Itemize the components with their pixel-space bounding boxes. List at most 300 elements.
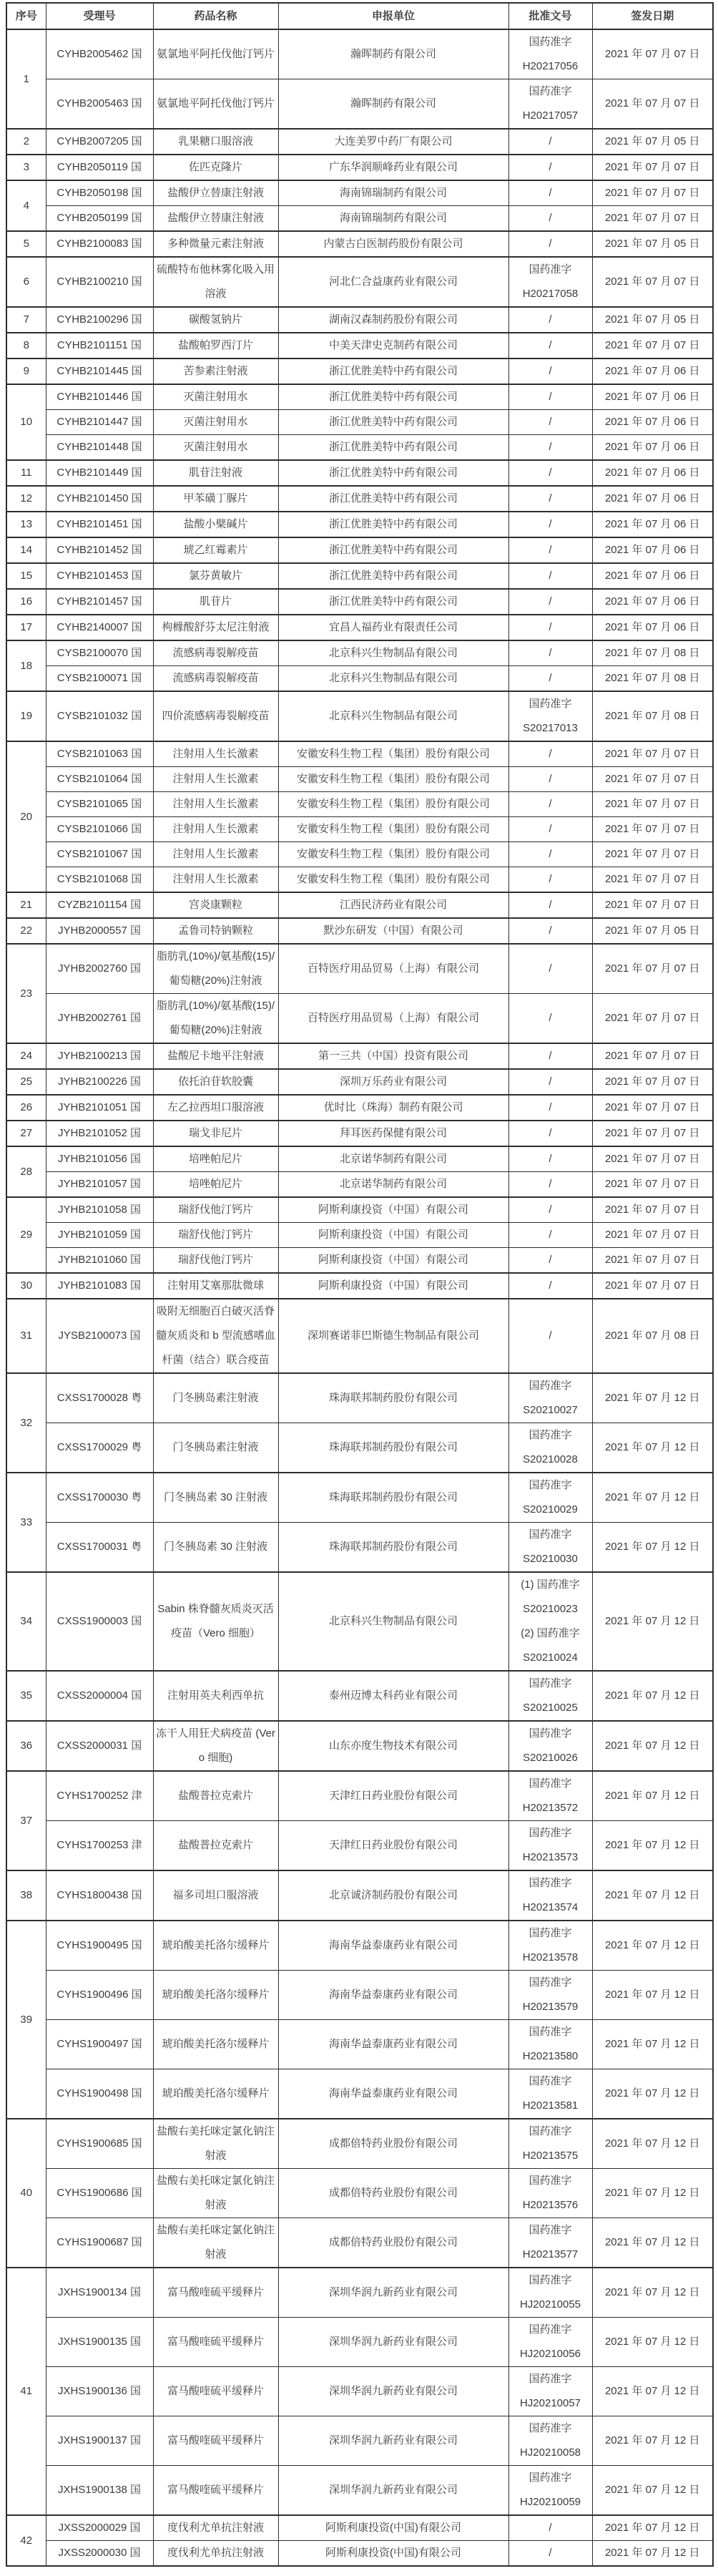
table-row — [6, 1273, 713, 1299]
drug-cell: 度伐利尤单抗注射液 — [153, 2541, 278, 2567]
table-row — [6, 29, 713, 79]
company-cell: 阿斯利康投资（中国）有限公司 — [278, 1273, 508, 1299]
drug-cell: 培唑帕尼片 — [153, 1146, 278, 1172]
company-cell: 优时比（珠海）制药有限公司 — [278, 1095, 508, 1121]
drug-cell: 盐酸普拉克索片 — [153, 1821, 278, 1871]
row-no-cell: 23 — [6, 944, 46, 1043]
approval-cell: / — [508, 2541, 592, 2567]
approval-cell: / — [508, 435, 592, 461]
drug-cell: 盐酸右美托咪定氯化钠注射液 — [153, 2169, 278, 2218]
date-cell: 2021 年 07 月 12 日 — [592, 2515, 713, 2541]
acceptance-cell: CYHB2007205 国 — [46, 129, 153, 155]
acceptance-cell: CYHS1700252 津 — [46, 1771, 153, 1821]
cell-line: 国药准字 — [528, 2175, 572, 2187]
acceptance-cell: JXHS1900136 国 — [46, 2367, 153, 2416]
company-cell: 北京诺华制药有限公司 — [278, 1146, 508, 1172]
row-no-cell: 42 — [6, 2515, 46, 2566]
table-row — [6, 666, 713, 692]
drug-cell: 瑞舒伐他汀钙片 — [153, 1248, 278, 1274]
company-cell: 湖南汉森制药股份有限公司 — [278, 307, 508, 333]
acceptance-cell: CYSB2101032 国 — [46, 691, 153, 741]
approval-cell — [508, 1423, 592, 1473]
acceptance-cell: CYZB2101154 国 — [46, 892, 153, 918]
row-no-cell: 38 — [6, 1870, 46, 1921]
approval-cell — [508, 1523, 592, 1573]
drug-cell: 培唑帕尼片 — [153, 1172, 278, 1198]
company-cell: 瀚晖制药有限公司 — [278, 79, 508, 130]
drug-cell: 乳果糖口服溶液 — [153, 129, 278, 155]
cell-line: H20213572 — [522, 1802, 579, 1814]
acceptance-cell: JYHB2101059 国 — [46, 1223, 153, 1248]
cell-line: 国药准字 — [528, 2472, 572, 2484]
drug-cell: 琥珀酸美托洛尔缓释片 — [153, 1921, 278, 1971]
table-row — [6, 1069, 713, 1095]
table-row — [6, 333, 713, 358]
approval-cell: / — [508, 307, 592, 333]
drug-cell: 佐匹克隆片 — [153, 155, 278, 180]
company-cell: 成都倍特药业股份有限公司 — [278, 2218, 508, 2268]
date-cell: 2021 年 07 月 06 日 — [592, 486, 713, 512]
company-cell: 深圳华润九新药业有限公司 — [278, 2367, 508, 2416]
acceptance-cell: JYHB2000557 国 — [46, 918, 153, 944]
date-cell: 2021 年 07 月 05 日 — [592, 129, 713, 155]
drug-cell: 吸附无细胞百白破灭活脊髓灰质炎和 b 型流感嗜血杆菌（结合）联合疫苗 — [153, 1299, 278, 1373]
company-cell: 浙江优胜美特中药有限公司 — [278, 537, 508, 563]
date-cell: 2021 年 07 月 06 日 — [592, 358, 713, 384]
company-cell: 成都倍特药业股份有限公司 — [278, 2169, 508, 2218]
approval-cell: / — [508, 155, 592, 180]
acceptance-cell: JXHS1900138 国 — [46, 2466, 153, 2516]
table-row — [6, 842, 713, 867]
date-cell: 2021 年 07 月 07 日 — [592, 1043, 713, 1069]
acceptance-cell: JYHB2101057 国 — [46, 1172, 153, 1198]
company-cell: 默沙东研发（中国）有限公司 — [278, 918, 508, 944]
table-row — [6, 1921, 713, 1971]
approval-cell: / — [508, 358, 592, 384]
approval-cell — [508, 1921, 592, 1971]
table-row — [6, 2020, 713, 2069]
table-row — [6, 1572, 713, 1671]
date-cell: 2021 年 07 月 07 日 — [592, 257, 713, 307]
cell-line: (1) 国药准字 — [521, 1579, 580, 1591]
acceptance-cell: JYHB2101052 国 — [46, 1121, 153, 1146]
approval-cell — [508, 257, 592, 307]
date-cell: 2021 年 07 月 07 日 — [592, 1223, 713, 1248]
table-row — [6, 155, 713, 180]
company-cell: 深圳华润九新药业有限公司 — [278, 2416, 508, 2466]
acceptance-cell: JYHB2002761 国 — [46, 994, 153, 1044]
row-no-cell: 1 — [6, 29, 46, 129]
acceptance-cell: JXHS1900134 国 — [46, 2268, 153, 2318]
row-no-cell: 26 — [6, 1095, 46, 1121]
drug-cell: 肌苷注射液 — [153, 460, 278, 486]
acceptance-cell: CYSB2101067 国 — [46, 842, 153, 867]
approval-cell: / — [508, 817, 592, 842]
header-cell-acceptance: 受理号 — [46, 3, 153, 29]
approval-cell: / — [508, 1248, 592, 1274]
approval-cell: / — [508, 842, 592, 867]
approval-cell: / — [508, 867, 592, 893]
approval-cell — [508, 1572, 592, 1671]
approval-cell — [508, 2318, 592, 2367]
table-row — [6, 2268, 713, 2318]
drug-cell: 碳酸氢钠片 — [153, 307, 278, 333]
approval-cell: / — [508, 486, 592, 512]
approval-cell: / — [508, 231, 592, 257]
cell-line: 国药准字 — [528, 1677, 572, 1689]
cell-line: H20213580 — [522, 2050, 579, 2062]
date-cell: 2021 年 07 月 12 日 — [592, 2268, 713, 2318]
date-cell: 2021 年 07 月 12 日 — [592, 1721, 713, 1771]
acceptance-cell: CYHB2101451 国 — [46, 512, 153, 537]
acceptance-cell: CYHS1900498 国 — [46, 2069, 153, 2119]
date-cell: 2021 年 07 月 07 日 — [592, 1248, 713, 1274]
table-row — [6, 1197, 713, 1223]
drug-cell: 门冬胰岛素 30 注射液 — [153, 1523, 278, 1573]
row-no-cell: 18 — [6, 640, 46, 691]
date-cell: 2021 年 07 月 07 日 — [592, 1069, 713, 1095]
drug-cell: 氨氯地平阿托伐他汀钙片 — [153, 29, 278, 79]
cell-line: 国药准字 — [528, 1877, 572, 1889]
table-row — [6, 231, 713, 257]
row-no-cell: 17 — [6, 615, 46, 640]
date-cell: 2021 年 07 月 12 日 — [592, 1921, 713, 1971]
cell-line: 国药准字 — [528, 2224, 572, 2236]
acceptance-cell: JYHB2101083 国 — [46, 1273, 153, 1299]
cell-line: 国药准字 — [528, 1479, 572, 1491]
row-no-cell: 37 — [6, 1771, 46, 1870]
company-cell: 珠海联邦制药股份有限公司 — [278, 1523, 508, 1573]
acceptance-cell: CYSB2101068 国 — [46, 867, 153, 893]
table-row — [6, 2069, 713, 2119]
drug-cell: 福多司坦口服溶液 — [153, 1870, 278, 1921]
approval-cell: / — [508, 918, 592, 944]
approval-cell: / — [508, 333, 592, 358]
drug-cell: 富马酸喹硫平缓释片 — [153, 2367, 278, 2416]
drug-cell: 冻干人用狂犬病疫苗 (Vero 细胞) — [153, 1721, 278, 1771]
date-cell: 2021 年 07 月 12 日 — [592, 2318, 713, 2367]
table-row — [6, 767, 713, 792]
table-header — [6, 3, 713, 29]
cell-line: S20210028 — [523, 1453, 578, 1465]
company-cell: 广东华润顺峰药业有限公司 — [278, 155, 508, 180]
cell-line: S20210030 — [523, 1553, 578, 1565]
company-cell: 拜耳医药保健有限公司 — [278, 1121, 508, 1146]
company-cell: 海南华益泰康药业有限公司 — [278, 1921, 508, 1971]
approval-cell — [508, 2020, 592, 2069]
drug-cell: 硫酸特布他林雾化吸入用溶液 — [153, 257, 278, 307]
date-cell: 2021 年 07 月 05 日 — [592, 307, 713, 333]
company-cell: 河北仁合益康药业有限公司 — [278, 257, 508, 307]
acceptance-cell: CYHB2100296 国 — [46, 307, 153, 333]
acceptance-cell: CYHB2005462 国 — [46, 29, 153, 79]
cell-line: S20210023 — [523, 1603, 578, 1615]
approval-cell: / — [508, 129, 592, 155]
date-cell: 2021 年 07 月 07 日 — [592, 892, 713, 918]
acceptance-cell: CXSS1900003 国 — [46, 1572, 153, 1671]
drug-cell: 富马酸喹硫平缓释片 — [153, 2268, 278, 2318]
acceptance-cell: CYHB2140007 国 — [46, 615, 153, 640]
table-row — [6, 2318, 713, 2367]
drug-cell: 门冬胰岛素 30 注射液 — [153, 1473, 278, 1523]
date-cell: 2021 年 07 月 07 日 — [592, 1095, 713, 1121]
table-row — [6, 1248, 713, 1274]
cell-line: H20213573 — [522, 1851, 579, 1863]
drug-cell: 琥珀酸美托洛尔缓释片 — [153, 2020, 278, 2069]
table-row — [6, 615, 713, 640]
company-cell: 浙江优胜美特中药有限公司 — [278, 358, 508, 384]
company-cell: 安徽安科生物工程（集团）股份有限公司 — [278, 792, 508, 817]
acceptance-cell: CYHB2101452 国 — [46, 537, 153, 563]
drug-cell: 灭菌注射用水 — [153, 384, 278, 410]
table-row — [6, 1299, 713, 1373]
company-cell: 海南锦瑞制药有限公司 — [278, 180, 508, 206]
cell-line: S20210026 — [523, 1752, 578, 1764]
date-cell: 2021 年 07 月 12 日 — [592, 1671, 713, 1721]
cell-line: HJ20210058 — [519, 2446, 581, 2459]
table-row — [6, 1043, 713, 1069]
table-row — [6, 1095, 713, 1121]
acceptance-cell: JXSS2000029 国 — [46, 2515, 153, 2541]
cell-line: 国药准字 — [528, 1429, 572, 1441]
approval-cell: / — [508, 666, 592, 692]
table-row — [6, 1821, 713, 1871]
acceptance-cell: CYHB2101457 国 — [46, 589, 153, 615]
drug-cell: 盐酸伊立替康注射液 — [153, 206, 278, 232]
acceptance-cell: JYSB2100073 国 — [46, 1299, 153, 1373]
row-no-cell: 32 — [6, 1373, 46, 1473]
drug-cell: 灭菌注射用水 — [153, 435, 278, 461]
cell-line: H20217056 — [522, 60, 579, 72]
row-no-cell: 8 — [6, 333, 46, 358]
drug-cell: 注射用人生长激素 — [153, 792, 278, 817]
acceptance-cell: JYHB2101056 国 — [46, 1146, 153, 1172]
drug-cell: 富马酸喹硫平缓释片 — [153, 2318, 278, 2367]
date-cell: 2021 年 07 月 08 日 — [592, 666, 713, 692]
date-cell: 2021 年 07 月 05 日 — [592, 231, 713, 257]
date-cell: 2021 年 07 月 12 日 — [592, 2169, 713, 2218]
date-cell: 2021 年 07 月 08 日 — [592, 1299, 713, 1373]
approval-cell — [508, 1971, 592, 2020]
drug-cell: 左乙拉西坦口服溶液 — [153, 1095, 278, 1121]
approval-cell — [508, 1870, 592, 1921]
date-cell: 2021 年 07 月 12 日 — [592, 2416, 713, 2466]
row-no-cell: 3 — [6, 155, 46, 180]
cell-line: 国药准字 — [528, 1380, 572, 1392]
date-cell: 2021 年 07 月 12 日 — [592, 1870, 713, 1921]
drug-cell: 注射用人生长激素 — [153, 767, 278, 792]
date-cell: 2021 年 07 月 07 日 — [592, 180, 713, 206]
table-row — [6, 741, 713, 767]
cell-line: 国药准字 — [528, 1927, 572, 1939]
table-row — [6, 817, 713, 842]
drug-cell: 氨氯地平阿托伐他汀钙片 — [153, 79, 278, 130]
row-no-cell: 40 — [6, 2119, 46, 2268]
acceptance-cell: JYHB2101051 国 — [46, 1095, 153, 1121]
acceptance-cell: CYHB2101453 国 — [46, 563, 153, 589]
company-cell: 安徽安科生物工程（集团）股份有限公司 — [278, 741, 508, 767]
date-cell: 2021 年 07 月 07 日 — [592, 1146, 713, 1172]
approval-cell: / — [508, 1172, 592, 1198]
acceptance-cell: CYHB2100083 国 — [46, 231, 153, 257]
date-cell: 2021 年 07 月 07 日 — [592, 1197, 713, 1223]
cell-line: 国药准字 — [528, 263, 572, 275]
cell-line: H20213576 — [522, 2199, 579, 2211]
acceptance-cell: CYHB2050198 国 — [46, 180, 153, 206]
company-cell: 北京科兴生物制品有限公司 — [278, 691, 508, 741]
approval-cell — [508, 2416, 592, 2466]
acceptance-cell: CYHB2101448 国 — [46, 435, 153, 461]
approval-cell: / — [508, 537, 592, 563]
approval-cell — [508, 2069, 592, 2119]
date-cell: 2021 年 07 月 06 日 — [592, 615, 713, 640]
cell-line: H20217057 — [522, 109, 579, 122]
approval-cell: / — [508, 1223, 592, 1248]
table-row — [6, 486, 713, 512]
date-cell: 2021 年 07 月 07 日 — [592, 1273, 713, 1299]
drug-cell: 琥珀酸美托洛尔缓释片 — [153, 1971, 278, 2020]
row-no-cell: 35 — [6, 1671, 46, 1721]
drug-cell: 富马酸喹硫平缓释片 — [153, 2416, 278, 2466]
date-cell: 2021 年 07 月 12 日 — [592, 1771, 713, 1821]
drug-cell: 注射用人生长激素 — [153, 842, 278, 867]
table-row — [6, 1971, 713, 2020]
cell-line: 国药准字 — [528, 2422, 572, 2434]
acceptance-cell: CXSS1700030 粤 — [46, 1473, 153, 1523]
drug-cell: 度伐利尤单抗注射液 — [153, 2515, 278, 2541]
approval-cell: / — [508, 1273, 592, 1299]
acceptance-cell: CYSB2100071 国 — [46, 666, 153, 692]
date-cell: 2021 年 07 月 07 日 — [592, 155, 713, 180]
date-cell: 2021 年 07 月 07 日 — [592, 817, 713, 842]
date-cell: 2021 年 07 月 07 日 — [592, 944, 713, 994]
acceptance-cell: CYHB2101450 国 — [46, 486, 153, 512]
acceptance-cell: CYHS1900496 国 — [46, 1971, 153, 2020]
header-cell-approval: 批准文号 — [508, 3, 592, 29]
date-cell: 2021 年 07 月 06 日 — [592, 384, 713, 410]
row-no-cell: 14 — [6, 537, 46, 563]
acceptance-cell: CYHB2101449 国 — [46, 460, 153, 486]
company-cell: 北京科兴生物制品有限公司 — [278, 666, 508, 692]
table-body — [6, 29, 713, 2566]
table-row — [6, 2466, 713, 2516]
table-row — [6, 2515, 713, 2541]
drug-cell: 门冬胰岛素注射液 — [153, 1423, 278, 1473]
company-cell: 阿斯利康投资（中国）有限公司 — [278, 1197, 508, 1223]
date-cell: 2021 年 07 月 05 日 — [592, 918, 713, 944]
drug-cell: 注射用人生长激素 — [153, 817, 278, 842]
table-row — [6, 2169, 713, 2218]
acceptance-cell: CYHS1900685 国 — [46, 2119, 153, 2169]
company-cell: 浙江优胜美特中药有限公司 — [278, 410, 508, 435]
drug-cell: 注射用人生长激素 — [153, 867, 278, 893]
company-cell: 泰州迈博太科药业有限公司 — [278, 1671, 508, 1721]
approval-cell: / — [508, 1299, 592, 1373]
approval-cell: / — [508, 767, 592, 792]
date-cell: 2021 年 07 月 06 日 — [592, 512, 713, 537]
table-row — [6, 1671, 713, 1721]
drug-cell: 瑞戈非尼片 — [153, 1121, 278, 1146]
company-cell: 成都倍特药业股份有限公司 — [278, 2119, 508, 2169]
date-cell: 2021 年 07 月 06 日 — [592, 410, 713, 435]
row-no-cell: 21 — [6, 892, 46, 918]
header-cell-drug: 药品名称 — [153, 3, 278, 29]
drug-cell: 注射用英夫利西单抗 — [153, 1671, 278, 1721]
header-cell-date: 签发日期 — [592, 3, 713, 29]
drug-cell: 脂肪乳(10%)/氨基酸(15)/葡萄糖(20%)注射液 — [153, 994, 278, 1044]
drug-cell: 盐酸右美托咪定氯化钠注射液 — [153, 2218, 278, 2268]
company-cell: 海南华益泰康药业有限公司 — [278, 1971, 508, 2020]
company-cell: 安徽安科生物工程（集团）股份有限公司 — [278, 767, 508, 792]
row-no-cell: 15 — [6, 563, 46, 589]
table-row — [6, 1870, 713, 1921]
acceptance-cell: CYHB2050119 国 — [46, 155, 153, 180]
date-cell: 2021 年 07 月 06 日 — [592, 460, 713, 486]
drug-cell: 甲苯磺丁脲片 — [153, 486, 278, 512]
table-row — [6, 460, 713, 486]
approval-cell — [508, 2367, 592, 2416]
drug-cell: 孟鲁司特钠颗粒 — [153, 918, 278, 944]
approval-cell: / — [508, 994, 592, 1044]
date-cell: 2021 年 07 月 12 日 — [592, 2466, 713, 2516]
approval-cell: / — [508, 180, 592, 206]
drug-cell: 门冬胰岛素注射液 — [153, 1373, 278, 1423]
row-no-cell: 33 — [6, 1473, 46, 1572]
row-no-cell: 30 — [6, 1273, 46, 1299]
approval-cell: / — [508, 1095, 592, 1121]
acceptance-cell: CYHB2005463 国 — [46, 79, 153, 130]
drug-cell: 流感病毒裂解疫苗 — [153, 666, 278, 692]
date-cell: 2021 年 07 月 12 日 — [592, 2541, 713, 2567]
date-cell: 2021 年 07 月 12 日 — [592, 2119, 713, 2169]
table-row — [6, 129, 713, 155]
drug-cell: 琥珀酸美托洛尔缓释片 — [153, 2069, 278, 2119]
company-cell: 百特医疗用品贸易（上海）有限公司 — [278, 944, 508, 994]
drug-cell: 四价流感病毒裂解疫苗 — [153, 691, 278, 741]
table-row — [6, 563, 713, 589]
cell-line: S20210024 — [523, 1652, 578, 1664]
table-row — [6, 307, 713, 333]
drug-cell: 灭菌注射用水 — [153, 410, 278, 435]
date-cell: 2021 年 07 月 12 日 — [592, 2367, 713, 2416]
acceptance-cell: CYHB2100210 国 — [46, 257, 153, 307]
table-row — [6, 410, 713, 435]
cell-line: H20213578 — [522, 1951, 579, 1963]
company-cell: 阿斯利康投资(中国)有限公司 — [278, 2541, 508, 2567]
row-no-cell: 34 — [6, 1572, 46, 1671]
table-row — [6, 206, 713, 232]
date-cell: 2021 年 07 月 12 日 — [592, 1821, 713, 1871]
date-cell: 2021 年 07 月 07 日 — [592, 994, 713, 1044]
approval-cell: / — [508, 944, 592, 994]
cell-line: 国药准字 — [528, 2026, 572, 2038]
approval-cell: / — [508, 1197, 592, 1223]
acceptance-cell: CYHB2050199 国 — [46, 206, 153, 232]
approval-cell: / — [508, 792, 592, 817]
company-cell: 浙江优胜美特中药有限公司 — [278, 435, 508, 461]
company-cell: 安徽安科生物工程（集团）股份有限公司 — [278, 842, 508, 867]
approval-cell — [508, 1821, 592, 1871]
company-cell: 海南锦瑞制药有限公司 — [278, 206, 508, 232]
row-no-cell: 6 — [6, 257, 46, 307]
company-cell: 珠海联邦制药股份有限公司 — [278, 1423, 508, 1473]
table-row — [6, 691, 713, 741]
drug-cell: 瑞舒伐他汀钙片 — [153, 1197, 278, 1223]
cell-line: 国药准字 — [528, 2125, 572, 2137]
date-cell: 2021 年 07 月 07 日 — [592, 29, 713, 79]
date-cell: 2021 年 07 月 12 日 — [592, 1572, 713, 1671]
date-cell: 2021 年 07 月 12 日 — [592, 1373, 713, 1423]
